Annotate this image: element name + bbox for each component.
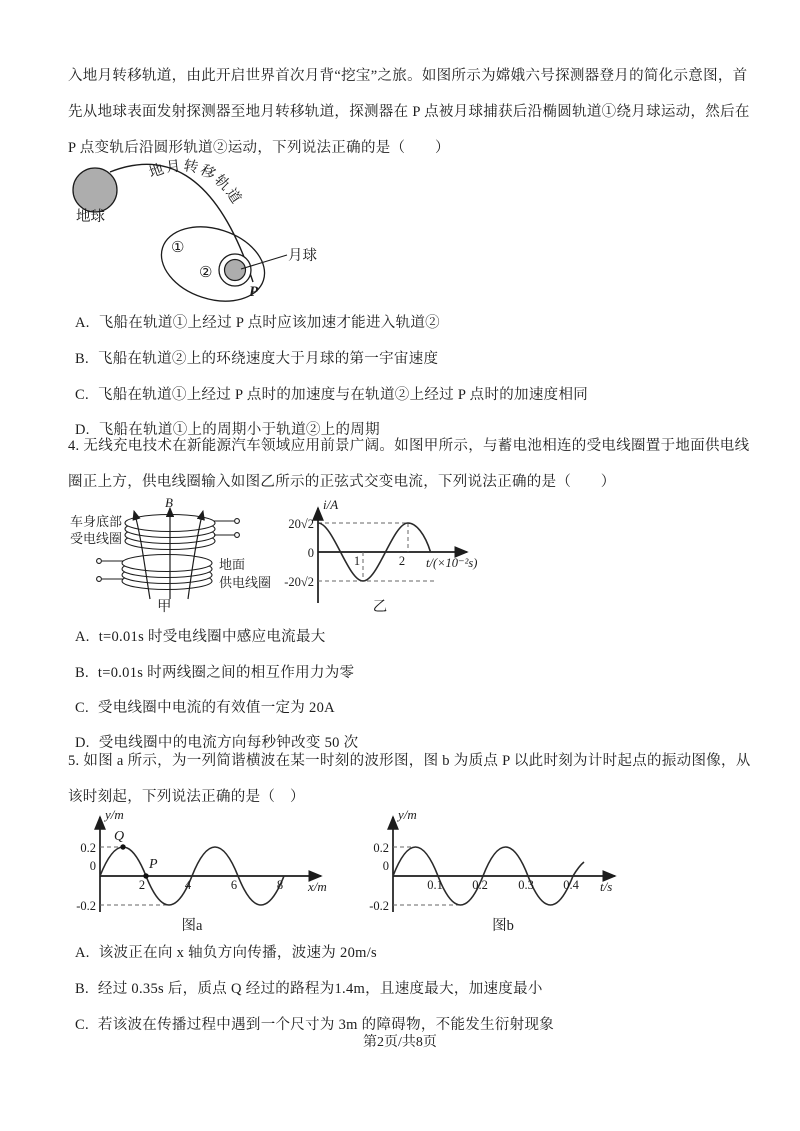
receiver-coil-label-1: 车身底部 xyxy=(70,514,123,529)
q3-intro-line-3: P 点变轨后沿圆形轨道②运动，下列说法正确的是（ ） xyxy=(68,140,450,156)
q3-option-a xyxy=(75,311,440,332)
q4-option-d xyxy=(75,731,358,752)
q3-option-c xyxy=(75,383,588,404)
supply-coil xyxy=(122,555,212,590)
orbit-2-label: ② xyxy=(199,265,213,281)
q4-option-b-label: B. xyxy=(75,665,89,681)
q4-option-c xyxy=(75,696,335,717)
q4-option-b xyxy=(75,661,354,682)
q5-option-c-label: C. xyxy=(75,1017,89,1033)
point-p-label: P xyxy=(149,857,158,872)
q3-option-a-label: A. xyxy=(75,315,90,331)
moon-label: 月球 xyxy=(288,248,317,264)
x-axis-label-b: t/s xyxy=(600,879,613,894)
earth-circle xyxy=(73,168,117,212)
graph-a-axes xyxy=(100,817,321,912)
supply-coil-terminals xyxy=(97,559,123,582)
q4-option-a-text: t=0.01s 时受电线圈中感应电流最大 xyxy=(98,629,326,645)
q3-option-d-text: 飞船在轨道①上的周期小于轨道②上的周期 xyxy=(98,422,380,438)
q5-option-c-text: 若该波在传播过程中遇到一个尺寸为 3m 的障碍物，不能发生衍射现象 xyxy=(97,1017,555,1033)
b-origin-tick: 0 xyxy=(382,859,389,873)
q3-intro-line-1: 入地月转移轨道，由此开启世界首次月背“挖宝”之旅。如图所示为嫦娥六号探测器登月的简化示意图，首 xyxy=(68,68,748,84)
figure-jia-caption: 甲 xyxy=(157,599,172,615)
field-b-label: B xyxy=(165,495,173,510)
q5-option-b-text: 经过 0.35s 后，质点 Q 经过的路程为1.4m，且速度最大，加速度最小 xyxy=(97,981,543,997)
b-x-tick-04: 0.4 xyxy=(563,878,579,892)
q5-option-a xyxy=(75,941,377,962)
q3-option-b xyxy=(75,347,438,368)
ac-current-graph xyxy=(275,497,495,617)
q3-option-c-text: 飞船在轨道①上经过 P 点时的加速度与在轨道②上经过 P 点时的加速度相同 xyxy=(97,387,589,403)
b-x-tick-02: 0.2 xyxy=(472,878,488,892)
q5-intro-line-1: 5. 如图 a 所示，为一列简谐横波在某一时刻的波形图，图 b 为质点 P 以此时刻为计时起点的振动图像，从 xyxy=(68,753,751,769)
point-q-dot xyxy=(120,844,125,849)
point-p-label: P xyxy=(249,284,259,300)
a-y-top-tick: 0.2 xyxy=(80,841,96,855)
i-axis-label: i/A xyxy=(323,497,339,512)
q4-option-b-text: t=0.01s 时两线圈之间的相互作用力为零 xyxy=(97,665,355,681)
q3-option-d-label: D. xyxy=(75,422,90,438)
t-tick-2: 2 xyxy=(398,554,406,568)
supply-coil-label-1: 地面 xyxy=(219,557,246,572)
q3-option-b-label: B. xyxy=(75,351,89,367)
y-axis-label-b: y/m xyxy=(398,807,417,822)
supply-coil-label-2: 供电线圈 xyxy=(219,575,272,590)
orbit-1-label: ① xyxy=(171,240,185,256)
receiver-coil-label-2: 受电线圈 xyxy=(70,531,123,546)
q4-intro-line-1: 4. 无线充电技术在新能源汽车领域应用前景广阔。如图甲所示，与蓄电池相连的受电线圈置于地面供电线 xyxy=(68,438,750,454)
q4-option-c-text: 受电线圈中电流的有效值一定为 20A xyxy=(97,700,335,716)
a-x-tick-4: 4 xyxy=(184,878,192,892)
earth-label: 地球 xyxy=(76,209,105,225)
point-q-label: Q xyxy=(114,829,125,844)
a-x-tick-2: 2 xyxy=(138,878,146,892)
q4-option-d-text: 受电线圈中的电流方向每秒钟改变 50 次 xyxy=(98,735,359,751)
wireless-charging-coils-figure xyxy=(62,497,292,617)
earth-moon-transfer-diagram xyxy=(65,160,405,310)
a-origin-tick: 0 xyxy=(89,859,96,873)
figure-b-caption: 图b xyxy=(492,918,514,934)
b-y-bottom-tick: -0.2 xyxy=(369,899,389,913)
q5-intro-line-2: 该时刻起，下列说法正确的是（ ） xyxy=(68,789,305,805)
y-bottom-tick: -20√2 xyxy=(284,575,314,589)
q5-option-b xyxy=(75,977,543,998)
a-x-tick-8: 8 xyxy=(276,878,284,892)
figure-yi-caption: 乙 xyxy=(372,599,388,615)
waveform-graph-a xyxy=(75,806,375,938)
q3-option-a-text: 飞船在轨道①上经过 P 点时应该加速才能进入轨道② xyxy=(98,315,440,331)
moon-circle xyxy=(225,260,246,281)
q4-intro-line-2: 圈正上方，供电线圈输入如图乙所示的正弦式交变电流，下列说法正确的是（ ） xyxy=(68,474,616,490)
q5-option-b-label: B. xyxy=(75,981,89,997)
q5-option-a-text: 该波正在向 x 轴负方向传播，波速为 20m/s xyxy=(98,945,377,961)
q3-intro-line-2: 先从地球表面发射探测器至地月转移轨道，探测器在 P 点被月球捕获后沿椭圆轨道①绕月球运动，然后在 xyxy=(68,104,750,120)
q4-option-a xyxy=(75,625,326,646)
receiver-coil-terminals xyxy=(214,519,239,538)
b-x-tick-01: 0.1 xyxy=(427,878,443,892)
q5-option-a-label: A. xyxy=(75,945,90,961)
t-axis-label: t/(×10⁻²s) xyxy=(426,556,478,570)
q4-option-d-label: D. xyxy=(75,735,90,751)
y-axis-label-a: y/m xyxy=(105,807,124,822)
q4-option-a-label: A. xyxy=(75,629,90,645)
y-top-tick: 20√2 xyxy=(288,517,314,531)
transfer-orbit-label: 地月转移轨道 xyxy=(147,158,245,209)
q4-option-c-label: C. xyxy=(75,700,89,716)
a-x-tick-6: 6 xyxy=(230,878,238,892)
vibration-graph-b xyxy=(365,806,685,938)
b-x-tick-03: 0.3 xyxy=(518,878,534,892)
b-y-top-tick: 0.2 xyxy=(373,841,389,855)
q3-option-b-text: 飞船在轨道②上的环绕速度大于月球的第一宇宙速度 xyxy=(97,351,439,367)
q3-option-c-label: C. xyxy=(75,387,89,403)
t-tick-1: 1 xyxy=(353,554,361,568)
a-y-bottom-tick: -0.2 xyxy=(76,899,96,913)
figure-a-caption: 图a xyxy=(181,918,203,934)
page-number: 第2页/共8页 xyxy=(363,1035,437,1050)
x-axis-label-a: x/m xyxy=(308,879,327,894)
origin-tick: 0 xyxy=(307,546,314,560)
